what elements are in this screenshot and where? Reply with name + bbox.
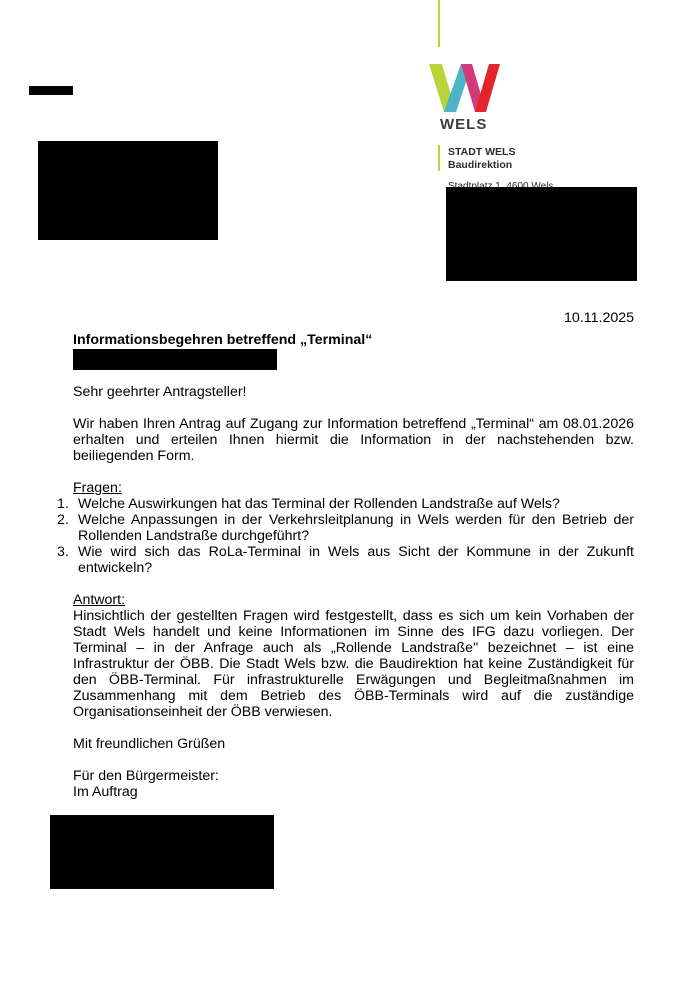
closing: Mit freundlichen Grüßen: [73, 736, 226, 752]
letter-body: [57, 384, 634, 800]
header-accent-line-top: [438, 0, 440, 47]
department-name: Baudirektion: [448, 159, 513, 171]
letter-date: 10.11.2025: [564, 310, 634, 326]
salutation: Sehr geehrter Antragsteller!: [73, 384, 247, 400]
redacted-recipient-address: [38, 141, 218, 240]
redacted-reference: [73, 349, 277, 370]
signoff-line-1: Für den Bürgermeister:: [73, 768, 219, 784]
org-name: STADT WELS: [448, 146, 516, 158]
redacted-contact-details: [446, 187, 637, 281]
intro-paragraph: Wir haben Ihren Antrag auf Zugang zur Information betreffend „Terminal“ am 08.01.2026 erhalten und erteilen Ihnen hiermit die Information in der nachstehenden bzw. beiliegenden Form.: [73, 416, 634, 464]
wels-logo: [428, 60, 502, 132]
questions-heading: Fragen:: [73, 480, 122, 496]
wels-logo-mark-icon: [428, 60, 502, 114]
letter-subject: Informationsbegehren betreffend „Terminal“: [73, 332, 373, 348]
logo-wordmark: WELS: [440, 116, 488, 133]
redacted-signature: [50, 815, 274, 889]
list-item: 3. Wie wird sich das RoLa-Terminal in Wels aus Sicht der Kommune in der Zukunft entwickeln?: [57, 544, 634, 576]
list-item: 1. Welche Auswirkungen hat das Terminal der Rollenden Landstraße auf Wels?: [57, 496, 560, 512]
questions-list: [57, 496, 634, 576]
answer-paragraph: Hinsichtlich der gestellten Fragen wird festgestellt, dass es sich um kein Vorhaben der Stadt Wels handelt und keine Informationen im Sinne des IFG dazu vorliegen. Der Terminal – in der Anfrage auch als „Rollende Landstraße" bezeichnet – ist eine Infrastruktur der ÖBB. Die Stadt Wels bzw. die Baudirektion hat keine Zuständigkeit für den ÖBB-Terminal. Für infrastrukturelle Erwägungen und Begleitmaßnahmen im Zusammenhang mit dem Betrieb des ÖBB-Terminals wird auf die zuständige Organisationseinheit der ÖBB verwiesen.: [73, 608, 634, 720]
redacted-mark: [29, 86, 73, 95]
signoff-line-2: Im Auftrag: [73, 784, 138, 800]
header-accent-line-side: [438, 145, 440, 171]
answer-heading: Antwort:: [73, 592, 126, 608]
list-item: 2. Welche Anpassungen in der Verkehrsleitplanung in Wels werden für den Betrieb der Rollenden Landstraße durchgeführt?: [57, 512, 634, 544]
